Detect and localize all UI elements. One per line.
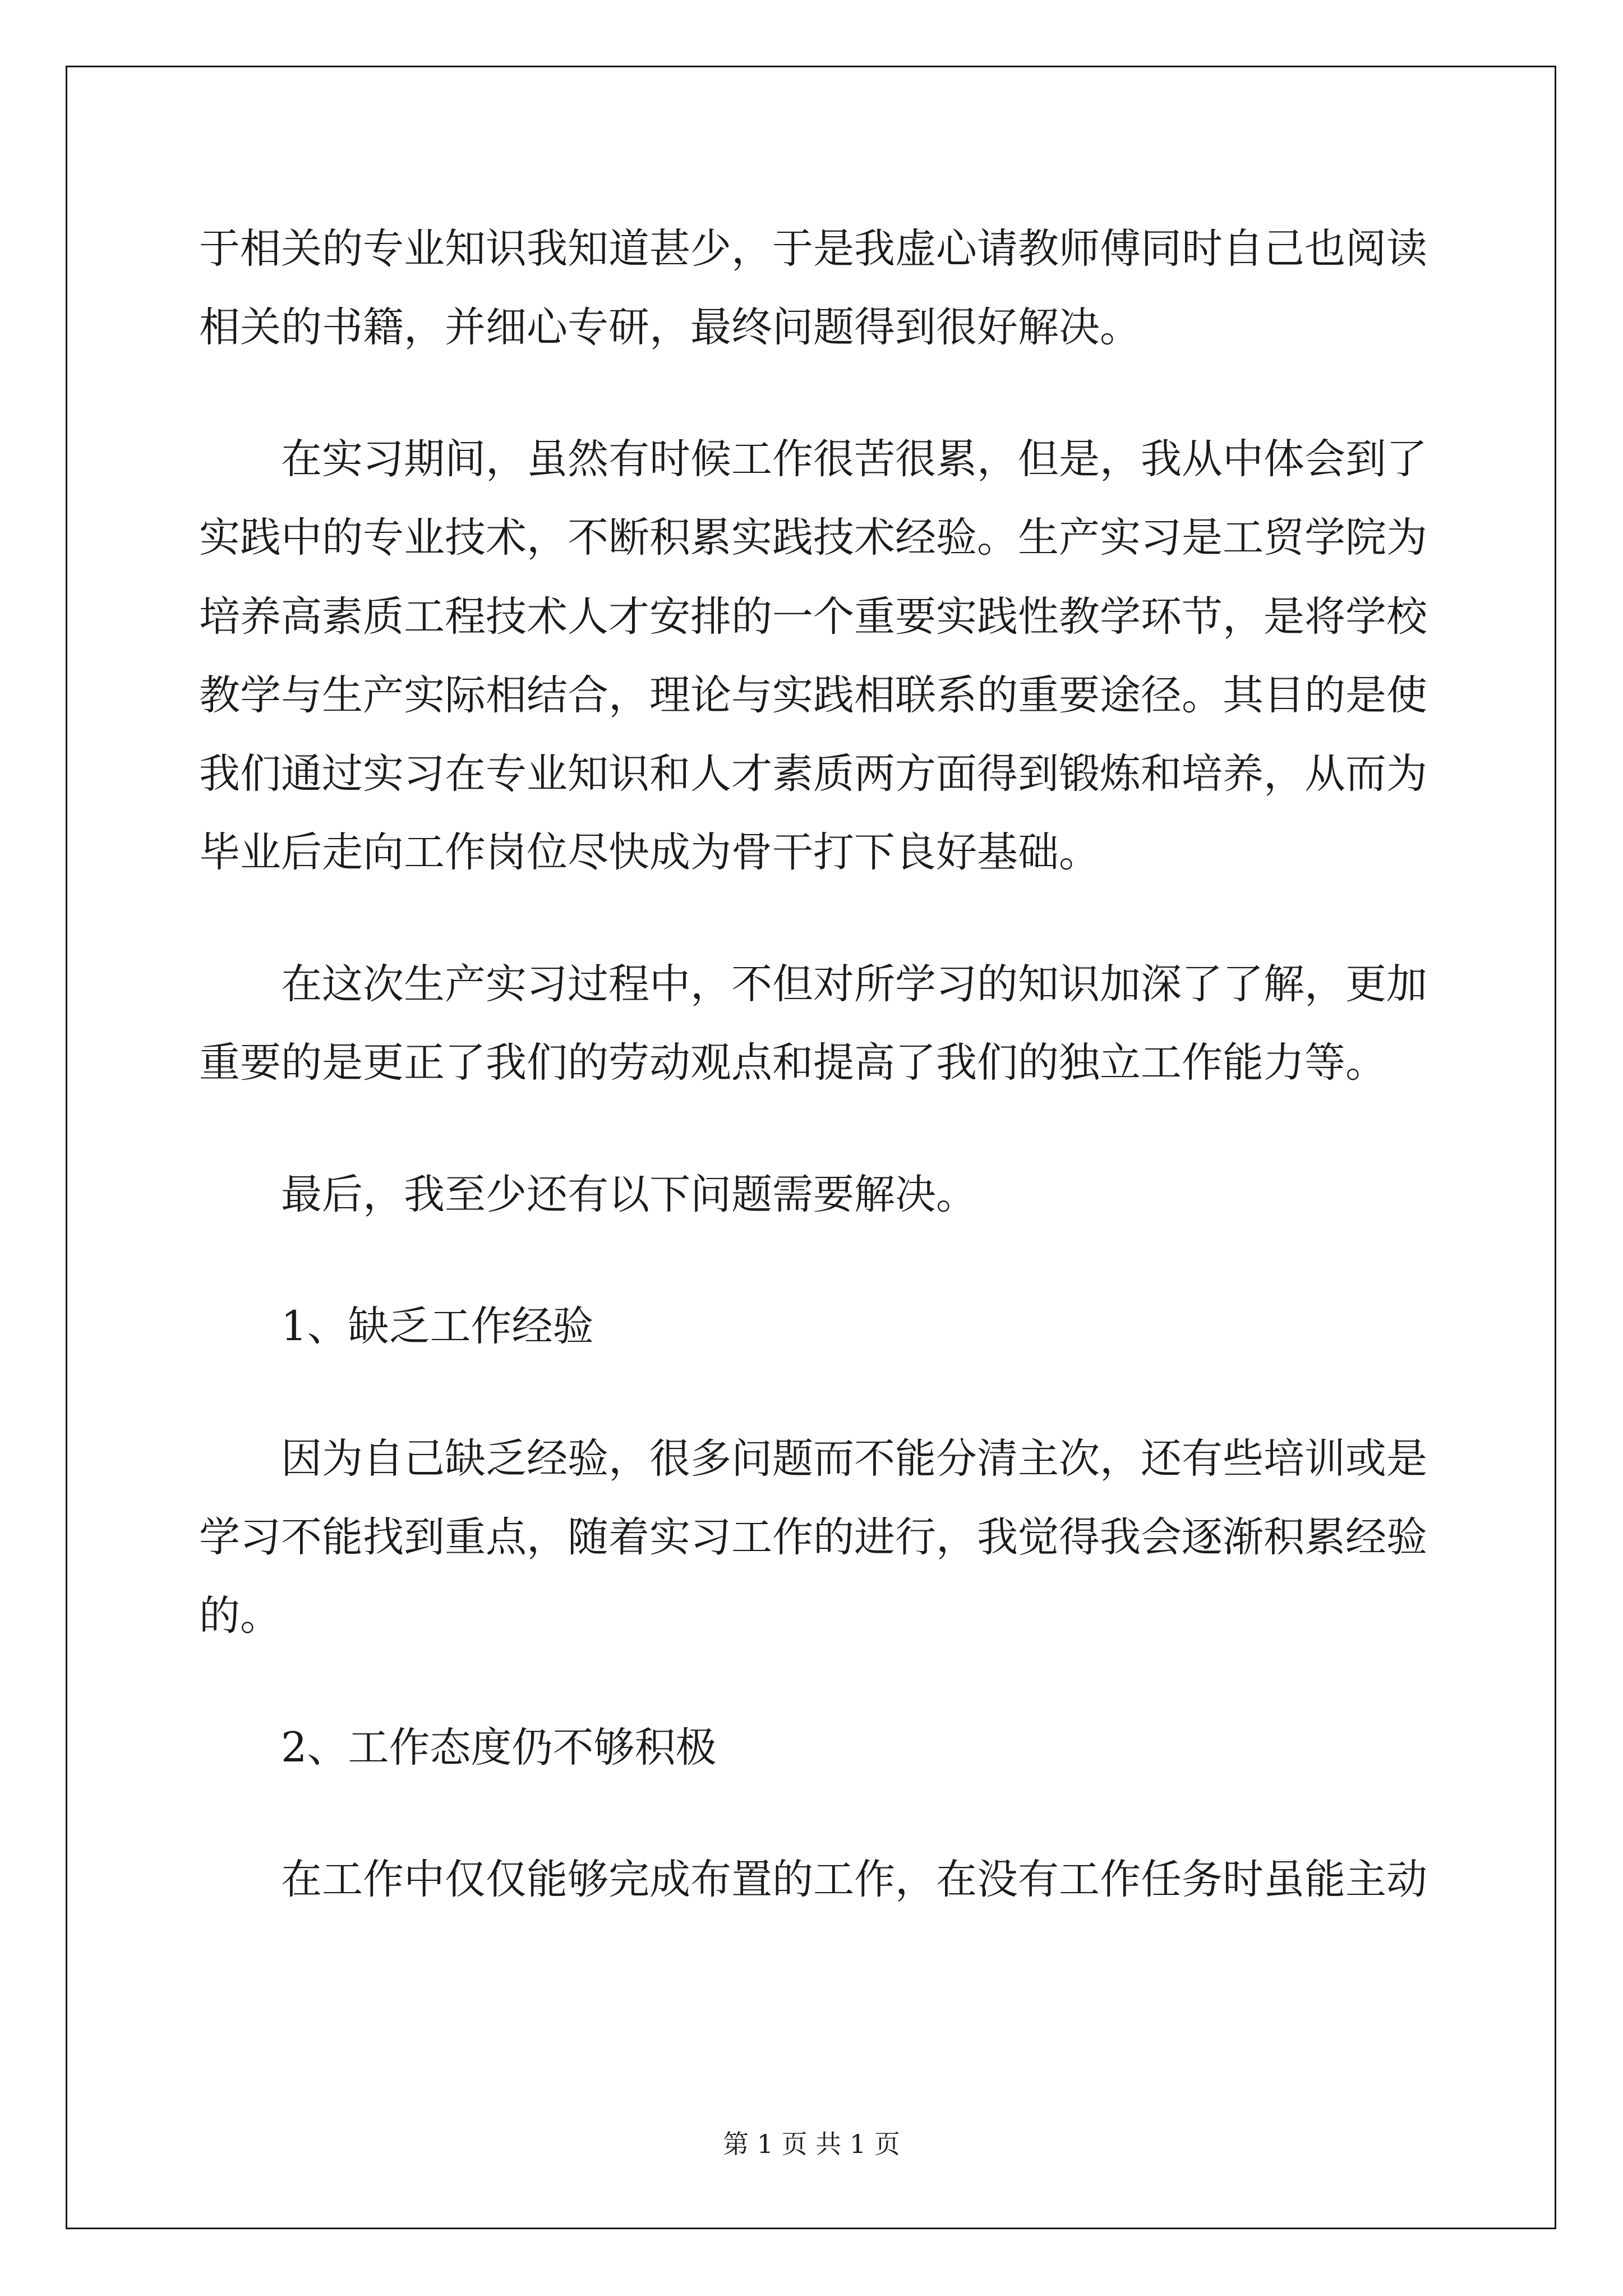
text-line: 教学与生产实际相结合，理论与实践相联系的重要途径。其目的是使: [199, 671, 1427, 719]
list-heading: 1、缺乏工作经验: [281, 1303, 594, 1350]
text-line: 在实习期间，虽然有时候工作很苦很累，但是，我从中体会到了: [281, 435, 1427, 483]
text-line: 在这次生产实习过程中，不但对所学习的知识加深了了解，更加: [281, 960, 1427, 1008]
text-line: 学习不能找到重点，随着实习工作的进行，我觉得我会逐渐积累经验: [199, 1513, 1427, 1561]
text-line: 重要的是更正了我们的劳动观点和提高了我们的独立工作能力等。: [199, 1039, 1386, 1087]
text-line: 在工作中仅仅能够完成布置的工作，在没有工作任务时虽能主动: [281, 1856, 1427, 1903]
text-line: 的。: [199, 1592, 281, 1640]
page-number: 第 1 页 共 1 页: [723, 2129, 900, 2159]
text-line: 我们通过实习在专业知识和人才素质两方面得到锻炼和培养，从而为: [199, 750, 1427, 798]
text-line: 因为自己缺乏经验，很多问题而不能分清主次，还有些培训或是: [281, 1435, 1427, 1483]
list-heading: 2、工作态度仍不够积极: [281, 1724, 717, 1772]
text-line: 培养高素质工程技术人才安排的一个重要实践性教学环节，是将学校: [199, 593, 1427, 641]
text-line: 最后，我至少还有以下问题需要解决。: [281, 1171, 977, 1218]
text-line: 毕业后走向工作岗位尽快成为骨干打下良好基础。: [199, 829, 1100, 876]
text-line: 实践中的专业技术，不断积累实践技术经验。生产实习是工贸学院为: [199, 514, 1427, 562]
text-line: 相关的书籍，并细心专研，最终问题得到很好解决。: [199, 303, 1141, 351]
page-border: [66, 66, 1556, 2229]
text-line: 于相关的专业知识我知道甚少，于是我虚心请教师傅同时自己也阅读: [199, 225, 1427, 273]
